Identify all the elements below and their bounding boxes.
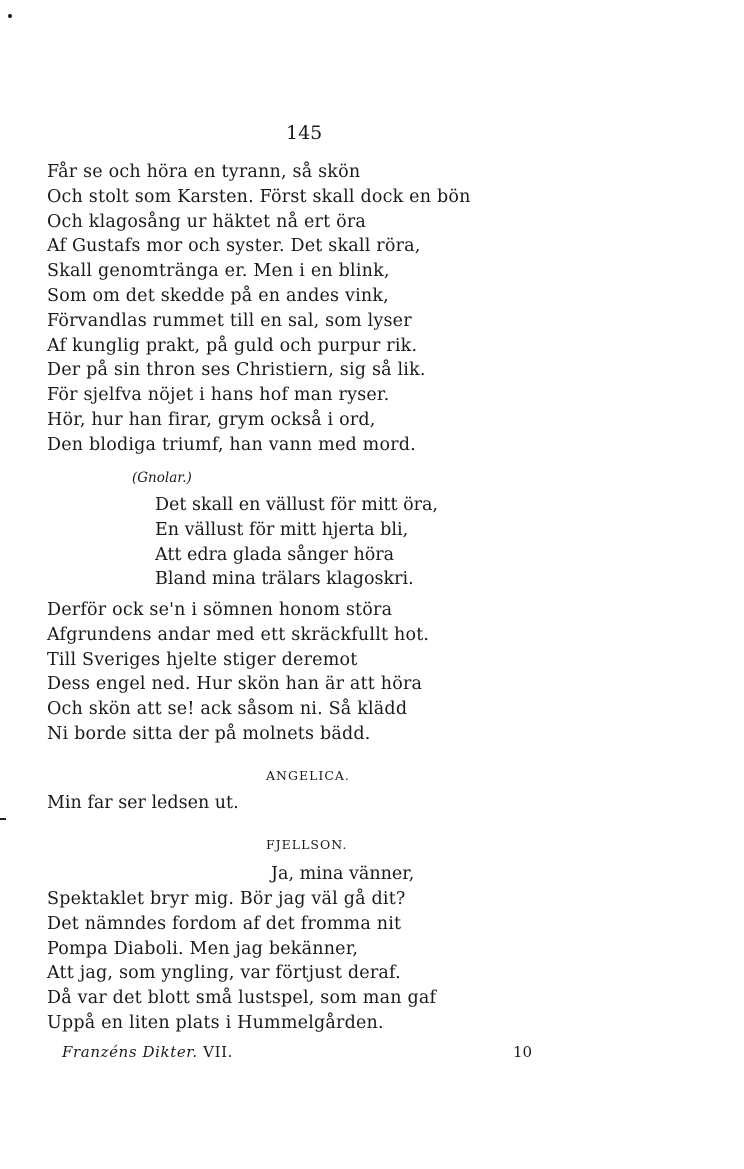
verse-line: Som om det skedde på en andes vink, bbox=[47, 285, 389, 306]
verse-line: Förvandlas rummet till en sal, som lyser bbox=[47, 310, 412, 331]
song-line: Att edra glada sånger höra bbox=[155, 544, 395, 565]
verse-stanza-2 bbox=[47, 598, 429, 747]
verse-line: Den blodiga triumf, han vann med mord. bbox=[47, 434, 416, 455]
verse-line: Afgrundens andar med ett skräckfullt hot. bbox=[47, 624, 430, 645]
speaker-name-angelica: ANGELICA. bbox=[266, 768, 350, 783]
ink-speck bbox=[8, 14, 12, 18]
verse-line: Hör, hur han firar, grym också i ord, bbox=[47, 409, 376, 430]
song-line: Det skall en vällust för mitt öra, bbox=[155, 495, 438, 515]
verse-line: Dess engel ned. Hur skön han är att höra bbox=[47, 674, 423, 695]
verse-line: För sjelfva nöjet i hans hof man ryser. bbox=[47, 385, 390, 406]
verse-line: Det nämndes fordom af det fromma nit bbox=[47, 913, 402, 934]
verse-line: Uppå en liten plats i Hummelgården. bbox=[47, 1012, 384, 1033]
book-title: Franzéns Dikter. bbox=[62, 1043, 198, 1061]
verse-line: Att jag, som yngling, var förtjust deraf. bbox=[47, 963, 401, 984]
verse-line: Får se och höra en tyrann, så skön bbox=[47, 162, 361, 182]
stage-direction: (Gnolar.) bbox=[132, 470, 192, 486]
verse-line: Pompa Diaboli. Men jag bekänner, bbox=[47, 938, 359, 959]
verse-stanza-3 bbox=[47, 887, 436, 1036]
verse-line: Spektaklet bryr mig. Bör jag väl gå dit? bbox=[47, 889, 406, 909]
verse-line: Af Gustafs mor och syster. Det skall röra, bbox=[47, 236, 421, 257]
speech-fjellson-first-line: Ja, mina vänner, bbox=[271, 864, 415, 884]
verse-line: Skall genomtränga er. Men i en blink, bbox=[47, 261, 390, 282]
verse-line: Af kunglig prakt, på guld och purpur rik. bbox=[47, 335, 418, 356]
verse-line: Till Sveriges hjelte stiger deremot bbox=[47, 649, 358, 670]
verse-line: Ni borde sitta der på molnets bädd. bbox=[47, 723, 371, 744]
verse-line: Då var det blott små lustspel, som man gaf bbox=[47, 988, 437, 1009]
verse-line: Och stolt som Karsten. Först skall dock en bön bbox=[47, 186, 471, 207]
volume-number: VII. bbox=[203, 1043, 234, 1061]
verse-stanza-1 bbox=[47, 160, 471, 458]
signature-mark: 10 bbox=[513, 1043, 533, 1061]
song-line: En vällust för mitt hjerta bli, bbox=[155, 519, 409, 540]
verse-line: Och skön att se! ack såsom ni. Så klädd bbox=[47, 699, 408, 720]
song-verse bbox=[155, 493, 438, 592]
page-number: 145 bbox=[286, 122, 323, 144]
speaker-name-fjellson: FJELLSON. bbox=[266, 837, 348, 852]
song-line: Bland mina trälars klagoskri. bbox=[155, 569, 414, 590]
footer-book-title bbox=[62, 1043, 233, 1061]
verse-line: Der på sin thron ses Christiern, sig så lik. bbox=[47, 360, 426, 381]
verse-line: Derför ock se'n i sömnen honom störa bbox=[47, 600, 393, 620]
speech-angelica: Min far ser ledsen ut. bbox=[47, 793, 239, 813]
ink-speck bbox=[0, 818, 6, 820]
verse-line: Och klagosång ur häktet nå ert öra bbox=[47, 211, 367, 232]
